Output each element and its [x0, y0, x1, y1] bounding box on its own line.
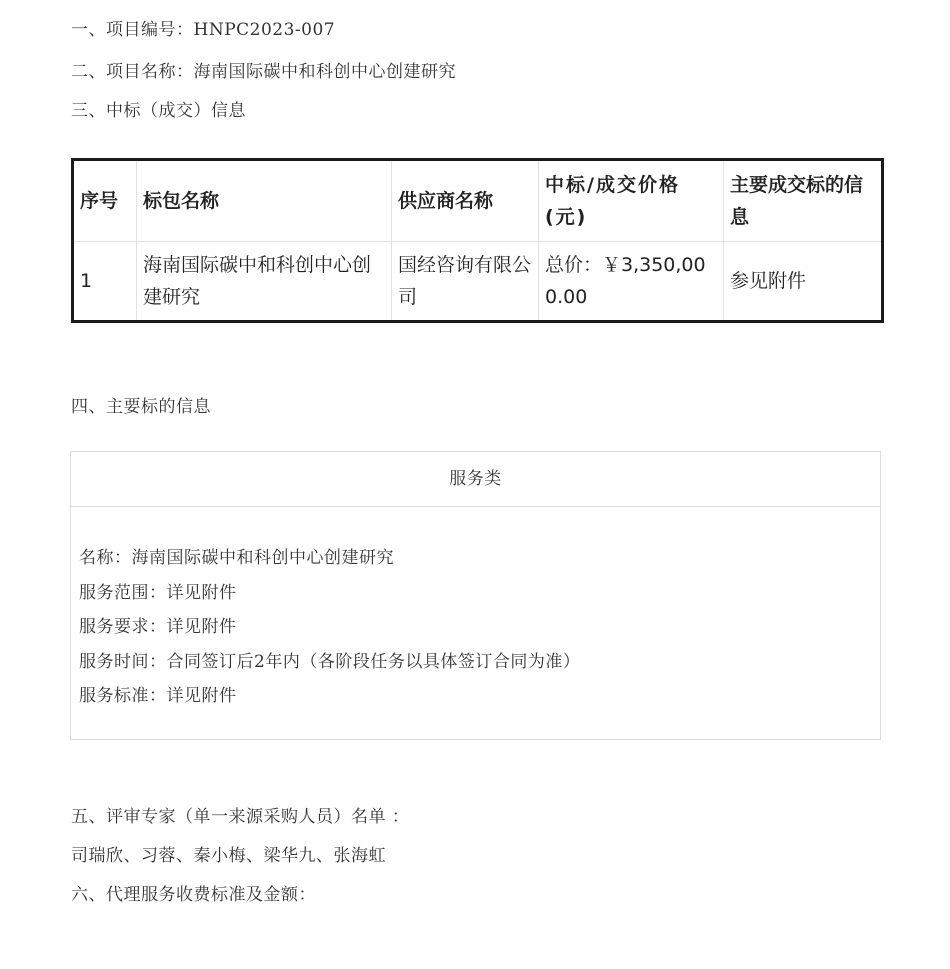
- agency-fee-heading: 六、代理服务收费标准及金额：: [71, 885, 316, 905]
- review-experts-heading: 五、评审专家（单一来源采购人员）名单 ：: [71, 807, 410, 827]
- header-price: 中标/成交价格(元): [539, 160, 724, 242]
- subject-details: [71, 507, 880, 714]
- header-package-name: 标包名称: [137, 160, 392, 242]
- cell-index: 1: [73, 242, 137, 322]
- award-table: [71, 158, 884, 323]
- review-experts-names: 司瑞欣、习蓉、秦小梅、梁华九、张海虹: [71, 846, 386, 866]
- cell-subject-info: 参见附件: [724, 242, 883, 322]
- project-name: 二、项目名称：海南国际碳中和科创中心创建研究: [71, 62, 456, 82]
- header-index: 序号: [73, 160, 137, 242]
- service-time-line: 服务时间：合同签订后2年内（各阶段任务以具体签订合同为准）: [79, 651, 581, 672]
- service-scope-line: 服务范围：详见附件: [79, 582, 237, 603]
- header-supplier-name: 供应商名称: [392, 160, 539, 242]
- service-standard-line: 服务标准：详见附件: [79, 686, 237, 706]
- main-subject-heading: 四、主要标的信息: [71, 397, 211, 417]
- subject-info-box: [70, 451, 881, 740]
- subject-category: 服务类: [71, 452, 880, 507]
- cell-price: 总价：￥3,350,000.00: [539, 242, 724, 322]
- header-subject-info: 主要成交标的信息: [724, 160, 883, 242]
- cell-package-name: 海南国际碳中和科创中心创建研究: [137, 242, 392, 322]
- cell-supplier-name: 国经咨询有限公司: [392, 242, 539, 322]
- award-info-heading: 三、中标（成交）信息: [71, 101, 246, 121]
- service-requirement-line: 服务要求：详见附件: [79, 617, 237, 637]
- subject-name-line: 名称：海南国际碳中和科创中心创建研究: [79, 548, 394, 568]
- table-header-row: [73, 160, 883, 242]
- table-row: [73, 242, 883, 322]
- project-number: 一、项目编号：HNPC2023-007: [71, 20, 336, 40]
